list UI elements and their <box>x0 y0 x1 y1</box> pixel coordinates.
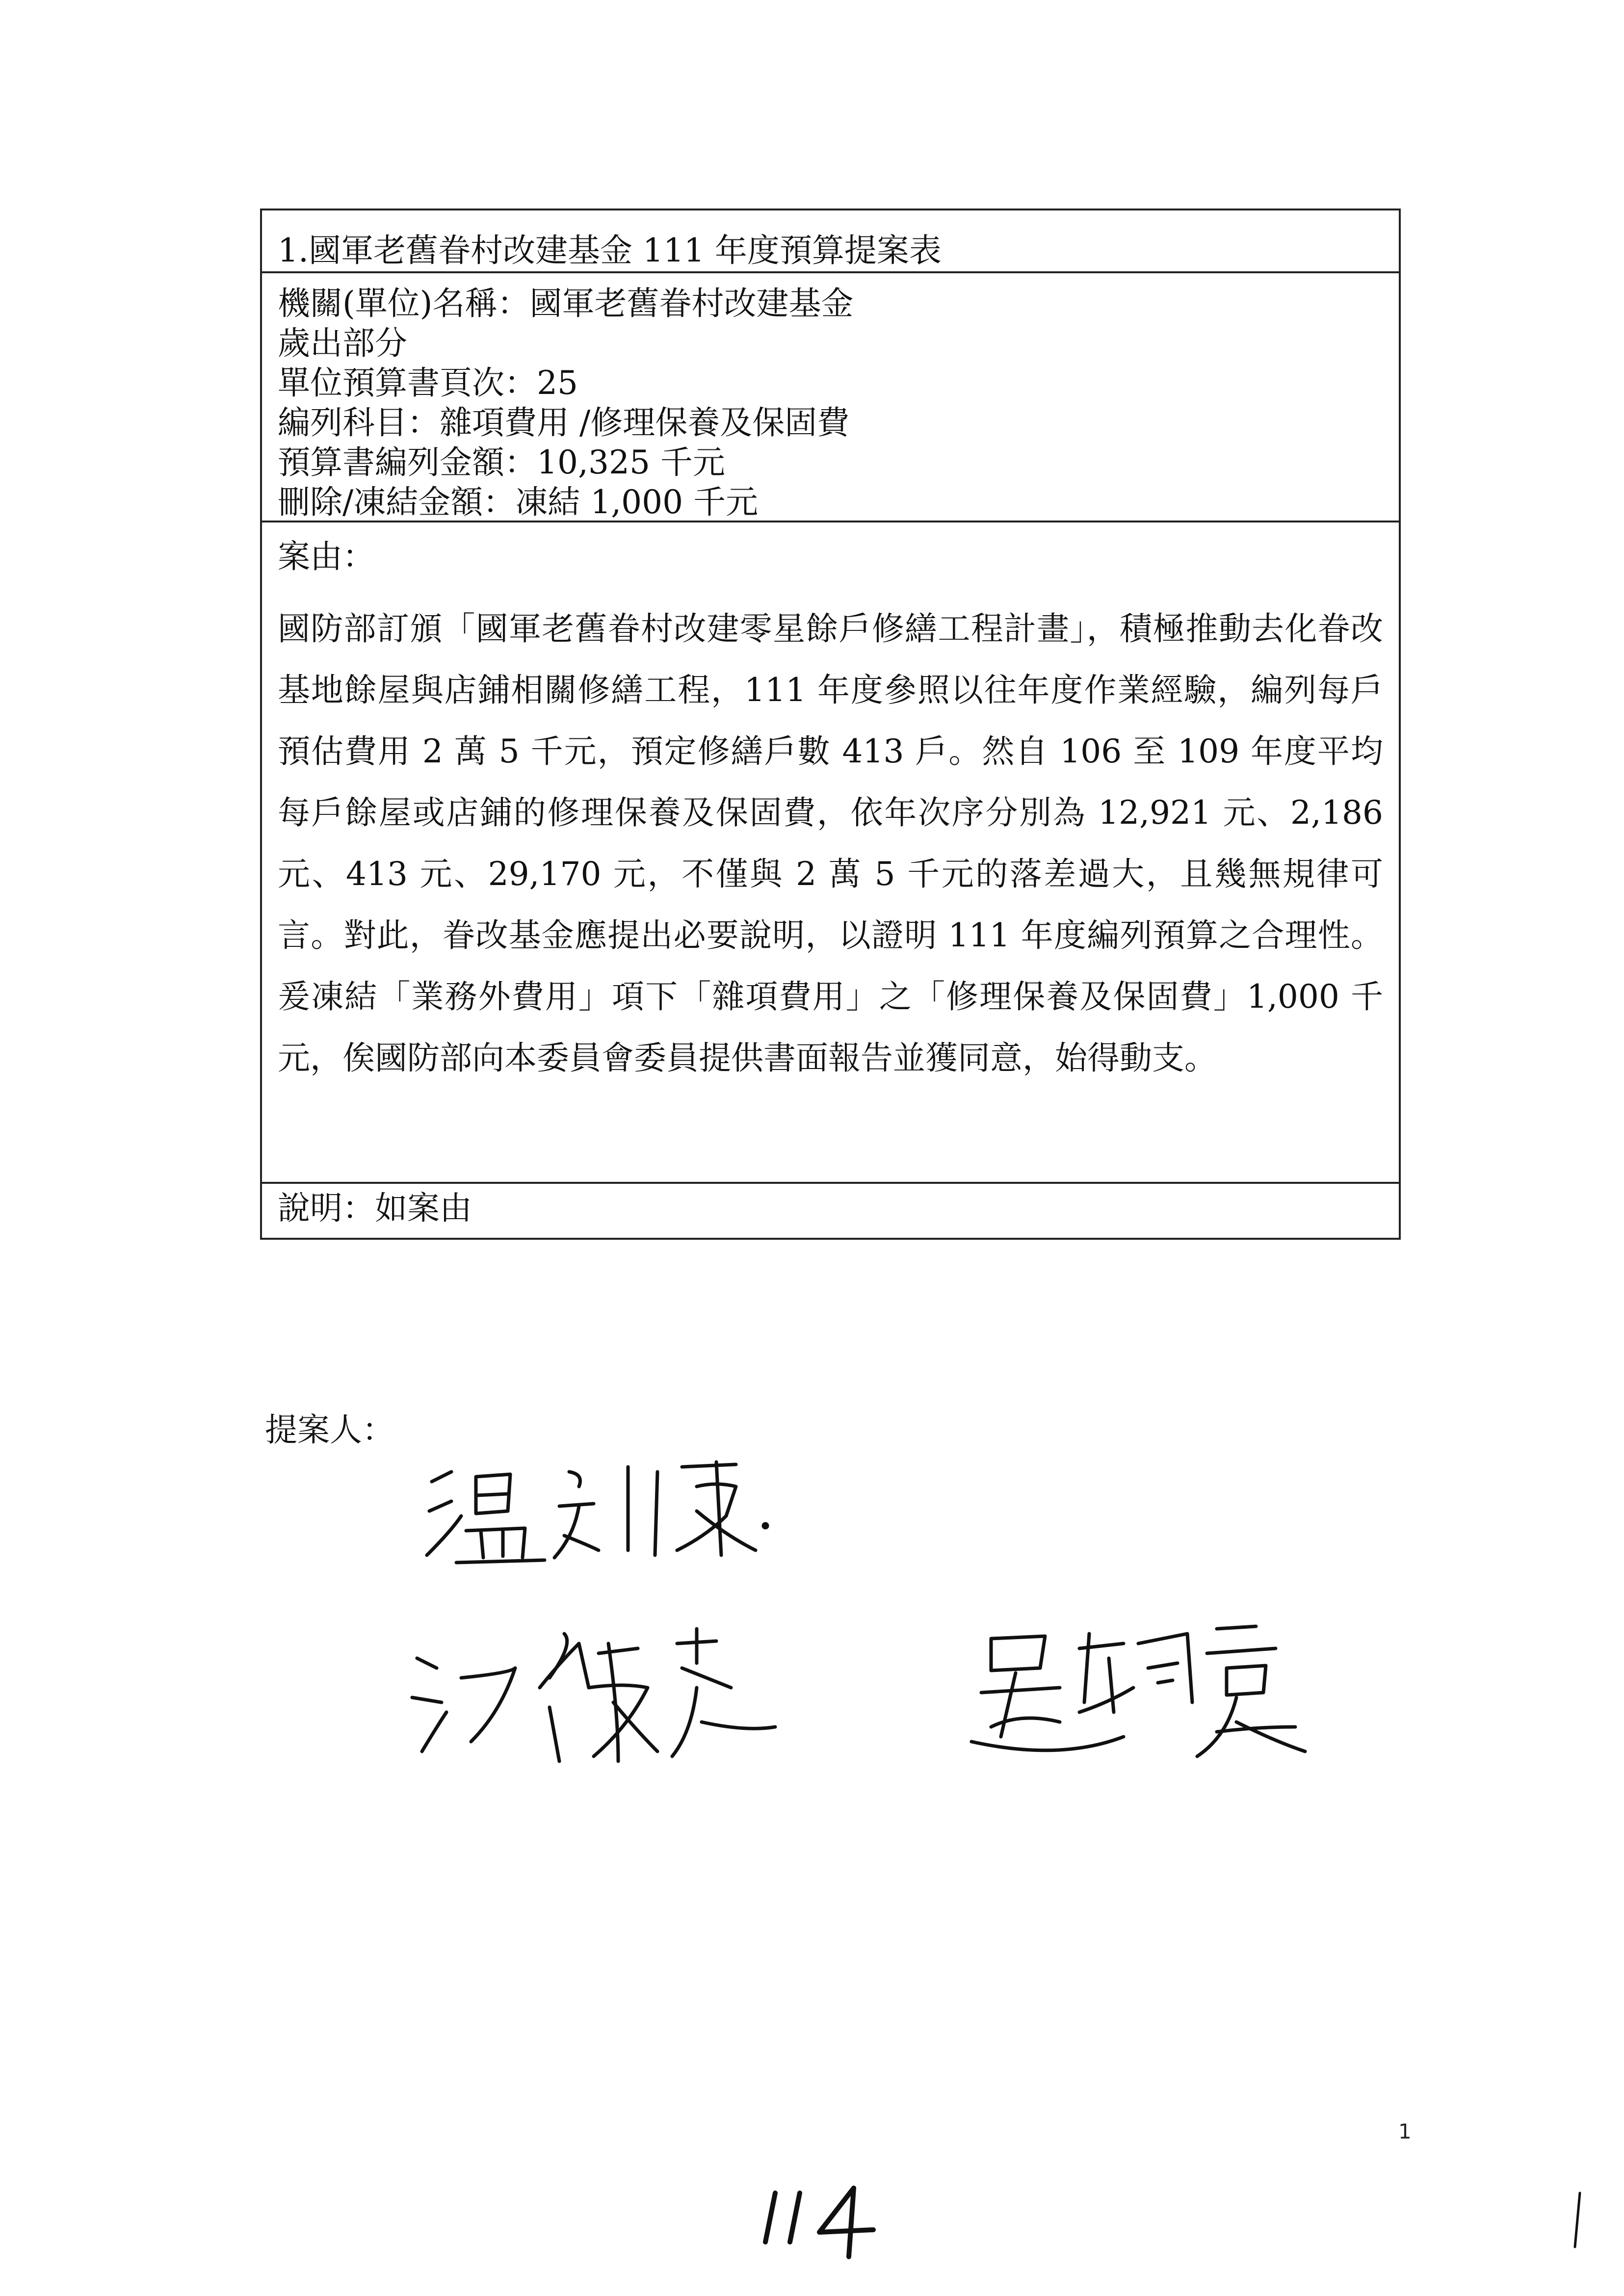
signature-3 <box>962 1614 1335 1771</box>
signature-1 <box>422 1452 775 1580</box>
handwritten-page-number <box>756 2178 883 2262</box>
explanation: 說明：如案由 <box>278 1189 472 1227</box>
proposer-label: 提案人： <box>265 1411 394 1449</box>
budget-account: 編列科目：雜項費用 /修理保養及保固費 <box>278 404 850 442</box>
budget-page: 單位預算書頁次：25 <box>278 364 578 402</box>
signature-2 <box>402 1614 883 1776</box>
page-number: 1 <box>1398 2119 1412 2143</box>
info-section <box>262 273 1399 522</box>
form-title: 1.國軍老舊眷村改建基金 111 年度預算提案表 <box>262 210 1399 273</box>
agency-name: 機關(單位)名稱：國軍老舊眷村改建基金 <box>278 285 854 322</box>
cut-freeze-amount: 刪除/凍結金額：凍結 1,000 千元 <box>278 483 759 521</box>
budget-amount: 預算書編列金額：10,325 千元 <box>278 444 725 481</box>
reason-section <box>262 522 1399 1184</box>
reason-label: 案由： <box>278 538 375 575</box>
margin-mark <box>1570 2188 1585 2252</box>
proposal-form-table <box>260 209 1401 1240</box>
budget-section: 歲出部分 <box>278 324 407 362</box>
reason-body: 國防部訂頒「國軍老舊眷村改建零星餘戶修繕工程計畫」，積極推動去化眷改基地餘屋與店鋪相關修繕工程，111 年度參照以往年度作業經驗，編列每戶預估費用 2 萬 5 千元，預定修繕戶數 413 戶。然自 106 至 109 年度平均每戶餘屋或店鋪的修理保養及保固費，依年次序分別為 12,921 元、2,186 元、413 元、29,170 元，不僅與 2 萬 5 千元的落差過大，且幾無規律可言。對此，眷改基金應提出必要說明，以證明 111 年度編列預算之合理性。爰凍結「業務外費用」項下「雜項費用」之「修理保養及保固費」1,000 千元，俟國防部向本委員會委員提供書面報告並獲同意，始得動支。 <box>278 610 1383 1077</box>
